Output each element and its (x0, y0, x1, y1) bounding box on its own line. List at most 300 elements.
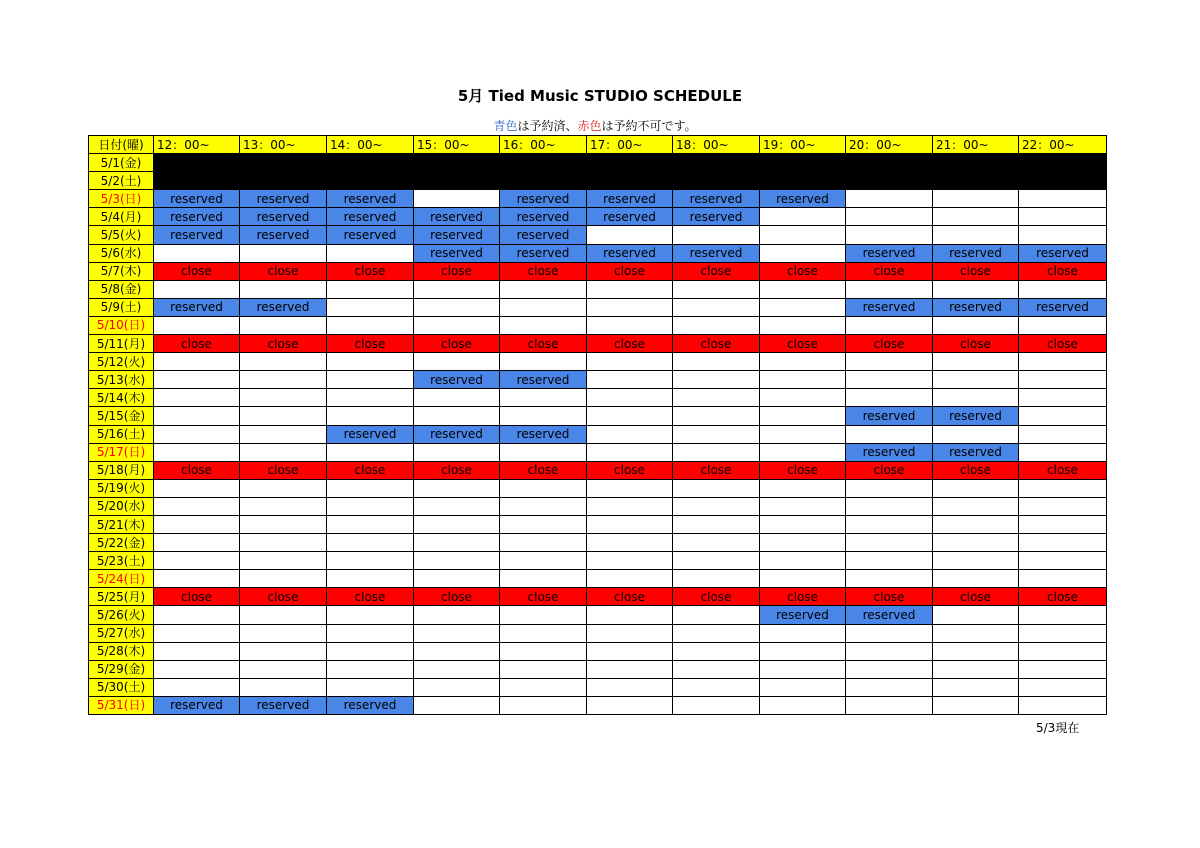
open-slot (327, 443, 414, 461)
open-slot (240, 389, 327, 407)
open-slot (154, 443, 240, 461)
open-slot (760, 552, 846, 570)
unavailable-block (154, 172, 1107, 190)
open-slot (500, 280, 587, 298)
open-slot (846, 552, 933, 570)
table-row (89, 298, 1107, 316)
open-slot (587, 497, 673, 515)
table-row (89, 280, 1107, 298)
open-slot (673, 624, 760, 642)
date-cell: 5/4(月) (89, 208, 154, 226)
open-slot (414, 515, 500, 533)
open-slot (587, 606, 673, 624)
close-slot: close (760, 335, 846, 353)
open-slot (846, 570, 933, 588)
open-slot (240, 624, 327, 642)
open-slot (846, 389, 933, 407)
open-slot (846, 678, 933, 696)
open-slot (500, 497, 587, 515)
open-slot (500, 298, 587, 316)
open-slot (500, 660, 587, 678)
schedule-body (89, 136, 1107, 715)
table-row (89, 154, 1107, 172)
date-cell: 5/10(日) (89, 316, 154, 334)
open-slot (154, 552, 240, 570)
reserved-slot: reserved (414, 208, 500, 226)
close-slot: close (154, 461, 240, 479)
open-slot (500, 606, 587, 624)
open-slot (240, 660, 327, 678)
open-slot (327, 479, 414, 497)
open-slot (933, 696, 1019, 714)
open-slot (587, 316, 673, 334)
table-row (89, 244, 1107, 262)
open-slot (587, 642, 673, 660)
close-slot: close (327, 588, 414, 606)
open-slot (1019, 660, 1107, 678)
open-slot (500, 479, 587, 497)
close-slot: close (500, 461, 587, 479)
legend-text-2: は予約不可です。 (601, 119, 697, 133)
close-slot: close (933, 461, 1019, 479)
reserved-slot: reserved (154, 190, 240, 208)
close-slot: close (846, 461, 933, 479)
close-slot: close (240, 588, 327, 606)
close-slot: close (500, 262, 587, 280)
open-slot (760, 425, 846, 443)
open-slot (240, 353, 327, 371)
date-cell: 5/30(土) (89, 678, 154, 696)
open-slot (673, 298, 760, 316)
table-row (89, 371, 1107, 389)
open-slot (154, 407, 240, 425)
open-slot (240, 280, 327, 298)
open-slot (327, 407, 414, 425)
open-slot (587, 515, 673, 533)
open-slot (846, 696, 933, 714)
open-slot (1019, 443, 1107, 461)
date-cell: 5/24(日) (89, 570, 154, 588)
open-slot (673, 515, 760, 533)
open-slot (760, 443, 846, 461)
reserved-slot: reserved (500, 244, 587, 262)
open-slot (327, 660, 414, 678)
open-slot (673, 353, 760, 371)
open-slot (760, 515, 846, 533)
open-slot (846, 660, 933, 678)
open-slot (587, 407, 673, 425)
open-slot (760, 534, 846, 552)
open-slot (414, 280, 500, 298)
open-slot (1019, 678, 1107, 696)
open-slot (327, 316, 414, 334)
open-slot (327, 552, 414, 570)
date-cell: 5/28(木) (89, 642, 154, 660)
open-slot (587, 353, 673, 371)
open-slot (414, 497, 500, 515)
open-slot (933, 389, 1019, 407)
open-slot (587, 371, 673, 389)
open-slot (240, 552, 327, 570)
legend-note (0, 117, 1190, 134)
open-slot (414, 353, 500, 371)
column-header-time: 21：00~ (933, 136, 1019, 154)
close-slot: close (414, 335, 500, 353)
reserved-slot: reserved (587, 190, 673, 208)
open-slot (587, 298, 673, 316)
close-slot: close (500, 335, 587, 353)
open-slot (327, 570, 414, 588)
date-cell: 5/3(日) (89, 190, 154, 208)
open-slot (933, 497, 1019, 515)
table-row (89, 208, 1107, 226)
reserved-slot: reserved (327, 190, 414, 208)
open-slot (414, 696, 500, 714)
open-slot (673, 371, 760, 389)
open-slot (673, 642, 760, 660)
open-slot (673, 606, 760, 624)
reserved-slot: reserved (933, 443, 1019, 461)
table-row (89, 660, 1107, 678)
table-row (89, 407, 1107, 425)
open-slot (933, 642, 1019, 660)
reserved-slot: reserved (240, 190, 327, 208)
open-slot (933, 515, 1019, 533)
open-slot (1019, 497, 1107, 515)
reserved-slot: reserved (240, 208, 327, 226)
close-slot: close (933, 335, 1019, 353)
open-slot (154, 371, 240, 389)
open-slot (240, 479, 327, 497)
close-slot: close (414, 588, 500, 606)
open-slot (760, 642, 846, 660)
table-row (89, 172, 1107, 190)
open-slot (500, 515, 587, 533)
column-header-time: 18：00~ (673, 136, 760, 154)
close-slot: close (1019, 588, 1107, 606)
open-slot (846, 208, 933, 226)
open-slot (846, 497, 933, 515)
close-slot: close (240, 262, 327, 280)
open-slot (240, 534, 327, 552)
open-slot (240, 407, 327, 425)
reserved-slot: reserved (414, 425, 500, 443)
open-slot (933, 606, 1019, 624)
date-cell: 5/23(土) (89, 552, 154, 570)
reserved-slot: reserved (327, 425, 414, 443)
open-slot (587, 443, 673, 461)
reserved-slot: reserved (154, 226, 240, 244)
open-slot (1019, 696, 1107, 714)
date-cell: 5/16(土) (89, 425, 154, 443)
open-slot (846, 353, 933, 371)
date-cell: 5/13(水) (89, 371, 154, 389)
close-slot: close (846, 262, 933, 280)
open-slot (1019, 606, 1107, 624)
reserved-slot: reserved (933, 407, 1019, 425)
reserved-slot: reserved (500, 425, 587, 443)
open-slot (1019, 389, 1107, 407)
open-slot (154, 280, 240, 298)
reserved-slot: reserved (933, 244, 1019, 262)
open-slot (154, 624, 240, 642)
close-slot: close (1019, 335, 1107, 353)
close-slot: close (327, 461, 414, 479)
open-slot (673, 316, 760, 334)
legend-text-1: は予約済、 (517, 119, 578, 133)
open-slot (154, 353, 240, 371)
open-slot (500, 389, 587, 407)
reserved-slot: reserved (414, 371, 500, 389)
open-slot (673, 570, 760, 588)
close-slot: close (327, 262, 414, 280)
column-header-date: 日付(曜) (89, 136, 154, 154)
close-slot: close (846, 335, 933, 353)
open-slot (500, 552, 587, 570)
table-row (89, 226, 1107, 244)
open-slot (846, 425, 933, 443)
open-slot (154, 570, 240, 588)
open-slot (500, 353, 587, 371)
date-cell: 5/11(月) (89, 335, 154, 353)
date-cell: 5/6(水) (89, 244, 154, 262)
open-slot (760, 479, 846, 497)
column-header-time: 12：00~ (154, 136, 240, 154)
open-slot (760, 624, 846, 642)
table-row (89, 353, 1107, 371)
close-slot: close (933, 588, 1019, 606)
date-cell: 5/26(火) (89, 606, 154, 624)
open-slot (154, 606, 240, 624)
open-slot (154, 642, 240, 660)
open-slot (760, 226, 846, 244)
open-slot (933, 280, 1019, 298)
column-header-time: 13：00~ (240, 136, 327, 154)
open-slot (500, 407, 587, 425)
close-slot: close (154, 262, 240, 280)
open-slot (933, 660, 1019, 678)
open-slot (240, 371, 327, 389)
open-slot (1019, 226, 1107, 244)
open-slot (500, 443, 587, 461)
open-slot (1019, 280, 1107, 298)
open-slot (933, 425, 1019, 443)
open-slot (673, 226, 760, 244)
column-header-time: 17：00~ (587, 136, 673, 154)
open-slot (414, 407, 500, 425)
open-slot (240, 606, 327, 624)
open-slot (327, 353, 414, 371)
reserved-slot: reserved (240, 696, 327, 714)
open-slot (327, 280, 414, 298)
date-cell: 5/20(水) (89, 497, 154, 515)
reserved-slot: reserved (327, 696, 414, 714)
close-slot: close (587, 335, 673, 353)
close-slot: close (154, 588, 240, 606)
open-slot (240, 642, 327, 660)
open-slot (1019, 642, 1107, 660)
reserved-slot: reserved (500, 371, 587, 389)
open-slot (154, 660, 240, 678)
table-row (89, 190, 1107, 208)
open-slot (327, 371, 414, 389)
open-slot (500, 316, 587, 334)
open-slot (587, 479, 673, 497)
reserved-slot: reserved (673, 190, 760, 208)
open-slot (760, 208, 846, 226)
date-cell: 5/25(月) (89, 588, 154, 606)
open-slot (673, 552, 760, 570)
open-slot (846, 280, 933, 298)
open-slot (933, 678, 1019, 696)
open-slot (154, 534, 240, 552)
reserved-slot: reserved (500, 190, 587, 208)
reserved-slot: reserved (673, 208, 760, 226)
reserved-slot: reserved (587, 244, 673, 262)
open-slot (673, 479, 760, 497)
open-slot (760, 696, 846, 714)
open-slot (933, 534, 1019, 552)
open-slot (1019, 316, 1107, 334)
open-slot (673, 696, 760, 714)
date-cell: 5/1(金) (89, 154, 154, 172)
open-slot (500, 642, 587, 660)
close-slot: close (414, 262, 500, 280)
close-slot: close (1019, 262, 1107, 280)
unavailable-block (154, 154, 1107, 172)
open-slot (587, 389, 673, 407)
open-slot (327, 624, 414, 642)
table-row (89, 497, 1107, 515)
reserved-slot: reserved (760, 606, 846, 624)
reserved-slot: reserved (240, 226, 327, 244)
column-header-time: 16：00~ (500, 136, 587, 154)
open-slot (327, 497, 414, 515)
open-slot (673, 443, 760, 461)
open-slot (760, 371, 846, 389)
date-cell: 5/22(金) (89, 534, 154, 552)
open-slot (1019, 515, 1107, 533)
table-row (89, 642, 1107, 660)
legend-blue-word: 青色 (493, 119, 518, 133)
table-row (89, 552, 1107, 570)
reserved-slot: reserved (327, 226, 414, 244)
close-slot: close (1019, 461, 1107, 479)
open-slot (846, 371, 933, 389)
column-header-time: 22：00~ (1019, 136, 1107, 154)
open-slot (933, 479, 1019, 497)
open-slot (846, 226, 933, 244)
open-slot (1019, 479, 1107, 497)
close-slot: close (587, 461, 673, 479)
open-slot (760, 389, 846, 407)
open-slot (587, 570, 673, 588)
reserved-slot: reserved (933, 298, 1019, 316)
open-slot (760, 570, 846, 588)
open-slot (587, 425, 673, 443)
reserved-slot: reserved (1019, 298, 1107, 316)
open-slot (587, 624, 673, 642)
open-slot (673, 280, 760, 298)
close-slot: close (933, 262, 1019, 280)
open-slot (760, 497, 846, 515)
open-slot (414, 624, 500, 642)
open-slot (414, 570, 500, 588)
open-slot (154, 479, 240, 497)
table-row (89, 316, 1107, 334)
reserved-slot: reserved (414, 244, 500, 262)
open-slot (673, 534, 760, 552)
legend-red-word: 赤色 (577, 119, 602, 133)
open-slot (760, 280, 846, 298)
open-slot (760, 298, 846, 316)
open-slot (673, 407, 760, 425)
close-slot: close (760, 588, 846, 606)
open-slot (154, 316, 240, 334)
table-row (89, 262, 1107, 280)
open-slot (846, 190, 933, 208)
open-slot (846, 316, 933, 334)
as-of-note: 5/3現在 (1036, 721, 1080, 735)
reserved-slot: reserved (846, 606, 933, 624)
table-row (89, 570, 1107, 588)
open-slot (414, 190, 500, 208)
reserved-slot: reserved (587, 208, 673, 226)
open-slot (500, 678, 587, 696)
open-slot (154, 678, 240, 696)
close-slot: close (760, 262, 846, 280)
open-slot (414, 443, 500, 461)
date-cell: 5/31(日) (89, 696, 154, 714)
open-slot (1019, 190, 1107, 208)
date-cell: 5/5(火) (89, 226, 154, 244)
column-header-time: 14：00~ (327, 136, 414, 154)
open-slot (240, 497, 327, 515)
close-slot: close (673, 461, 760, 479)
open-slot (760, 660, 846, 678)
open-slot (846, 515, 933, 533)
reserved-slot: reserved (154, 298, 240, 316)
table-row (89, 606, 1107, 624)
date-cell: 5/14(木) (89, 389, 154, 407)
close-slot: close (240, 461, 327, 479)
close-slot: close (500, 588, 587, 606)
table-row (89, 678, 1107, 696)
open-slot (240, 515, 327, 533)
reserved-slot: reserved (846, 244, 933, 262)
open-slot (414, 678, 500, 696)
reserved-slot: reserved (327, 208, 414, 226)
table-row (89, 515, 1107, 533)
open-slot (414, 534, 500, 552)
page-title: 5月 Tied Music STUDIO SCHEDULE (457, 87, 743, 105)
open-slot (933, 353, 1019, 371)
open-slot (414, 606, 500, 624)
open-slot (240, 425, 327, 443)
open-slot (587, 552, 673, 570)
open-slot (673, 389, 760, 407)
open-slot (587, 534, 673, 552)
open-slot (587, 660, 673, 678)
open-slot (933, 552, 1019, 570)
open-slot (1019, 624, 1107, 642)
open-slot (240, 244, 327, 262)
reserved-slot: reserved (154, 696, 240, 714)
open-slot (327, 678, 414, 696)
open-slot (414, 316, 500, 334)
open-slot (933, 190, 1019, 208)
date-cell: 5/2(土) (89, 172, 154, 190)
